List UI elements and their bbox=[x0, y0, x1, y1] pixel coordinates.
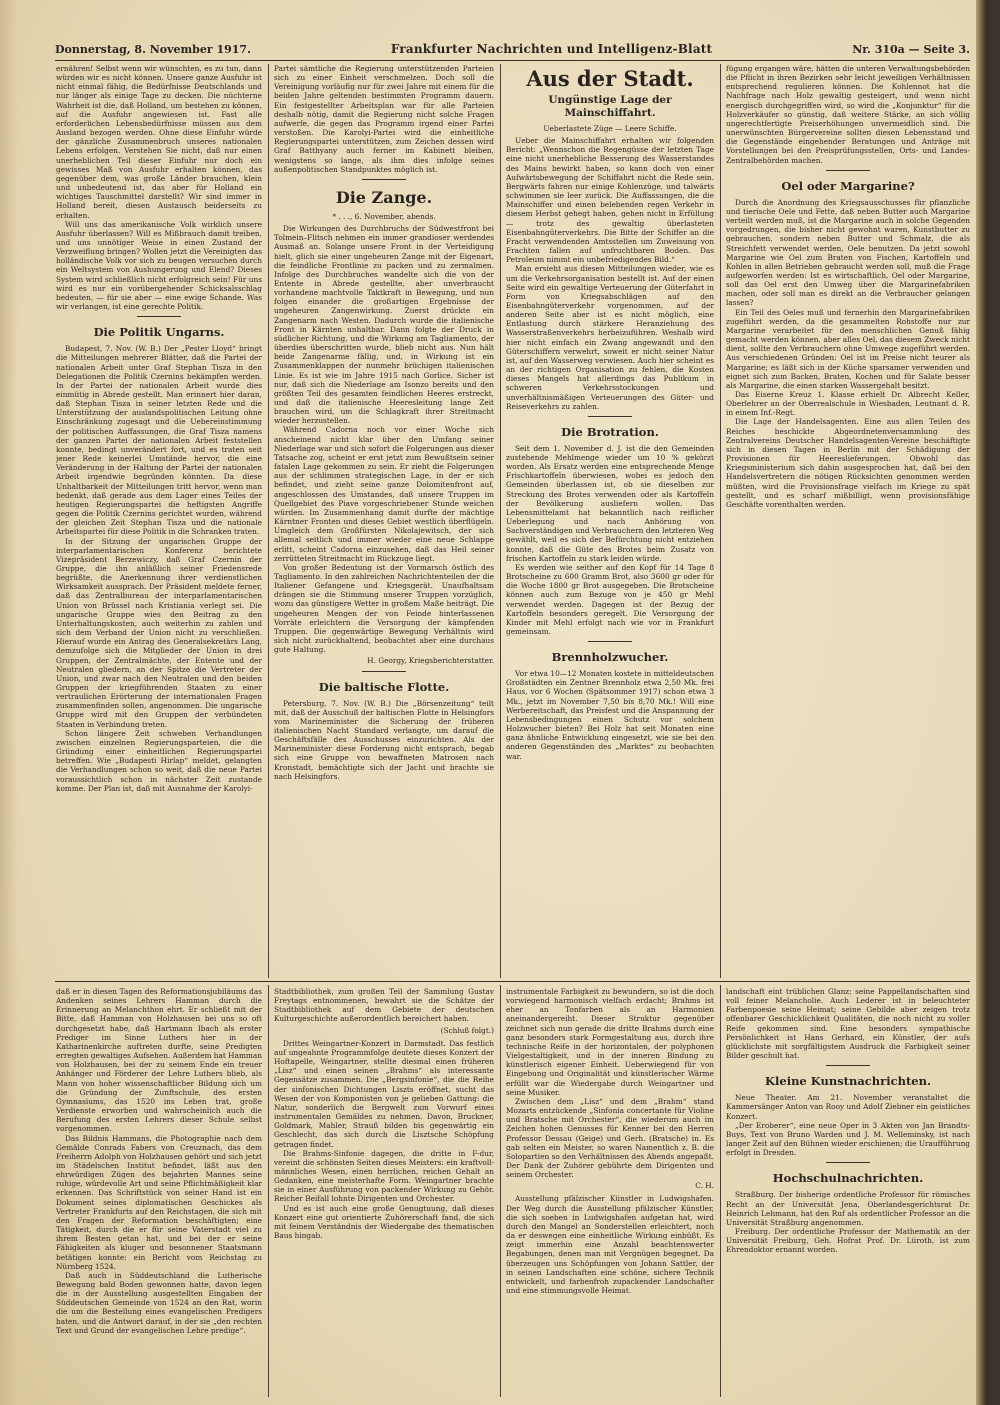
signoff: C. H. bbox=[695, 1181, 714, 1191]
header-date: Donnerstag, 8. November 1917. bbox=[55, 42, 251, 56]
divider bbox=[826, 170, 870, 171]
paragraph: Budapest, 7. Nov. (W. B.) Der „Pester Lloyd“ bringt die Mitteilungen mehrerer Blätter, daß die Partei der nationalen Arbeit unter Graf Stephan Tisza in den Delegationen die Politik Czernins bekämpfen werden. In der Partei der nationalen Arbeit wurde dies einmütig in Abrede gestellt. Man erinnert hier daran, daß Stephan Tisza in seiner letzten Rede und die Unterstützung der auslandspolitischen Leitung ohne Einschränkung zugesagt und die Uebereinstimmung der politischen Auffassungen, die Graf Tisza namens der ganzen Partei der nationalen Arbeit feststellen konnte, bedingt unverändert fort, und es traten seit jener Rede keinerlei Umstände hervor, die eine Veränderung in der Haltung der Partei der nationalen Arbeit irgendwie begründen könnten. Da diese Unhaltbarkeit der Mitteilungen tritt hervor, wenn man bedenkt, daß gerade aus dem Lager eines Teiles der heutigen Regierungspartei die heftigsten Angriffe gegen die Politik Czernins gerichtet wurden, während der gleichen Zeit Stephan Tisza und die nationale Arbeitspartei für diese Politik in die Schranken traten. bbox=[56, 344, 262, 537]
article-heading: Die Zange. bbox=[335, 187, 433, 207]
signoff: (Schluß folgt.) bbox=[440, 1025, 494, 1035]
paragraph: In der Sitzung der ungarischen Gruppe der interparlamentarischen Konferenz berichtete Vizepräsident Berzewiczy, daß Graf Czernin der Gruppe, die ihn anläßlich seiner Friedensrede begrüßte, die Anerkennung ihrer verdienstlichen Wirksamkeit aussprach. Der Präsident meldete ferner, daß das Zentralbureau der interparlamentarischen Union von Brüssel nach Kristiania verlegt sei. Die ungarische Gruppe wies den Beitrag zu den Unterhaltungskosten, auch weiterhin zu zahlen und sich dem Verband der Union nicht zu verschließen. Hierauf wurde ein Antrag des Generalsekretärs Lang, demzufolge sich die Mitglieder der Union in drei Gruppen, der Zentralmächte, der Entente und der Neutralen gliedern, an der Spitze die Vertreter der Union, und zwar nach den Neutralen und den beiden Gruppen der kriegführenden Staaten zu einer vertraulichen Erörterung der internationalen Fragen zusammenfinden sollen, angenommen. Die ungarische Gruppe wird mit den Gruppen der verbündeten Staaten in Verbindung treten. bbox=[56, 536, 262, 729]
paragraph: Das Eiserne Kreuz 1. Klasse erhielt Dr. Albrecht Keller, Oberlehrer an der Oberrealschule in Wiesbaden, Leutnant d. R. in einem Inf.-Regt. bbox=[726, 390, 970, 418]
paragraph: „Der Eroberer“, eine neue Oper in 3 Akten von Jan Brandts-Buys, Text von Bruno Warden und J. M. Welleminsky, ist nach langer Zeit auf den Bühnen wieder erschienen; die Uraufführung erfolgt in Dresden. bbox=[726, 1120, 970, 1158]
paragraph: Straßburg. Der bisherige ordentliche Professor für römisches Recht an der Universität Jena, Oberlandesgerichtsrat Dr. Heinrich Lehmann, hat den Ruf als ordentlicher Professor an die Universität Straßburg angenommen. bbox=[726, 1190, 970, 1227]
paragraph: Die Brahms-Sinfonie dagegen, die dritte in F-dur, vereint die schönsten Seiten dieses Meisters: ein kraftvoll-männliches Wesen, einen herrlichen, reichen Gehalt an Gedanken, eine meisterhafte Form. Weingartner brachte sie in einer Ausführung von packender Wirkung zu Gehör. Reicher Beifall lohnte Dirigenten und Orchester. bbox=[274, 1148, 494, 1204]
paragraph: Ausstellung pfälzischer Künstler in Ludwigshafen. Der Weg durch die Ausstellung pfälzischer Künstler, die sich soeben in Ludwigshafen aufgetan hat, wird durch den Mangel an Sonderstellen erleichtert, noch da er deswegen eine einheitliche Wirkung einbüßt. Es zeigt immerhin eine Anzahl beachtenswerter Begabungen, denen man mit Vergnügen begegnet. Da überzeugen uns Schöpfungen von Johann Sattler, der in seinen Landschaften eine schöne, sichere Technik entwickelt, und farbenfroh zupackender Landschafter und eine stimmungsvolle Heimat. bbox=[506, 1194, 714, 1295]
column-rule bbox=[720, 985, 721, 1397]
divider bbox=[826, 1065, 870, 1066]
paragraph: Partei sämtliche die Regierung unterstützenden Parteien sich zu einer Einheit verschmelzen. Doch soll die Vereinigung vorläufig nur für zwei Jahre mit einem für die beiden Jahre geltenden bestimmten Programm dauern. Ein festgestellter Arbeitsplan war für alle Parteien deshalb nötig, damit die Regierung nicht solche Fragen aufwerfe, die gegen das Programm irgend einer Partei verstoßen. Die Karolyi-Partei wird die einheitliche Regierungspartei unterstützen, zum Zeichen dessen wird Graf Batthyany auch ferner im Kabinett bleiben, wenigstens so lange, als ihm dies infolge seines außenpolitischen Standpunktes möglich ist. bbox=[274, 64, 494, 174]
feuilleton-column-2 bbox=[274, 987, 494, 1395]
page-fold-shadow bbox=[0, 0, 18, 1405]
kicker: Ueberlastete Züge — Leere Schiffe. bbox=[543, 124, 677, 133]
page-header bbox=[55, 40, 970, 58]
divider bbox=[588, 416, 632, 417]
paragraph: Und es ist auch eine große Genugtuung, daß dieses Konzert eine gut orientierte Zuhörerschaft fand, die sich mit feinem Verständnis der Wiedergabe des thematischen Baus hingab. bbox=[274, 1203, 494, 1241]
divider bbox=[137, 316, 181, 317]
article-heading: Brennholzwucher. bbox=[551, 650, 669, 665]
paragraph: instrumentale Farbigkeit zu bewundern, so ist die doch vorwiegend harmonisch vielfach erdacht; Brahms ist eher an Tonfarben als an Harmonien aneinandergereiht. Dieser Struktur gegenüber zeichnet sich nun gerade die dritte Brahms durch eine ganz besonders stark Formgestaltung aus, durch ihre technische Reife in der horizontalen, der polyphonen Vielgestaltigkeit, und in der inneren Bindung zu künstlerisch eigener Einheit. Ueberwiegend für von Eingebung und Originalität und künstlerischer Wärme erfüllt war die Wiedergabe durch Weingartner und seine Musiker. bbox=[506, 987, 714, 1097]
feuilleton-column-1 bbox=[56, 987, 262, 1395]
paragraph: Daß auch in Süddeutschland die Lutherische Bewegung bald Boden gewonnen hatte, davon legen die in der Ausstellung ausgestellten Eingaben der Süddeutschen Gemeinde von 1524 an den Rat, worin die um die Bestellung eines evangelischen Predigers baten, und die Antwort darauf, in der sie „den rechten Text und Grund der evangelischen Lehre predige“. bbox=[56, 1270, 262, 1335]
article-heading: Hochschulnachrichten. bbox=[772, 1171, 924, 1186]
article-heading: Ungünstige Lage der Mainschiffahrt. bbox=[548, 94, 672, 119]
paragraph: Freiburg. Der ordentliche Professor der Mathematik an der Universität Freiburg, Geh. Hofrat Prof. Dr. Lüroth, ist zum Ehrendoktor ernannt worden. bbox=[726, 1226, 970, 1255]
paragraph: Neue Theater. Am 21. November veranstaltet die Kammersänger Anton van Rooy und Adolf Ziebner ein geistliches Konzert. bbox=[726, 1093, 970, 1121]
column-rule bbox=[268, 64, 269, 978]
paragraph: Drittes Weingartner-Konzert in Darmstadt. Das festlich auf ungeahnte Programmfolge deutete dieses Konzert der Hoftapelle, Weingartner, stellte diesmal einen früheren „Lisz“ und einen seinen „Brahms“ als interessante Gegensätze zusammen. Die „Bergsinfonie“, die die Reihe der sinfonischen Dichtungen Liszts eröffnet, sucht das Wesen der von Komponisten von je gelieben Gattung: die Natur, sonderlich die Bergwelt zum Vorwurf eines instrumentalen Gemäldes zu nehmen. Davon, Bruckner, Goldmark, Mahler, Strauß bilden bis gegenwärtig ein Geschlecht, das sich durch die Lisztsche Schöpfung getragen findet. bbox=[274, 1038, 494, 1149]
divider bbox=[362, 671, 406, 672]
paragraph: Die Wirkungen des Durchbruchs der Südwestfront bei Tolmein–Flitsch nehmen ein immer grandioser werdendes Ausmaß an. Solange unsere Front in der Verteidigung hielt, glich sie einer ungeheuren Zange mit der Eigenart, die feindliche Frontlinie zu packen und zu zermalmen. Infolge des Durchbruches wandelte sich die von der Entente in Abrede gestellte, aber unverbraucht vorhandene machtvolle Taktkraft in Bewegung, und nun folgen einander die großartigen Ergebnisse der ungeheuren Zangenwirkung. Zuerst drückte ein Zangenarm nach Westen. Dadurch wurde die italienische Front in Kärnten unhaltbar. Dann folgte der Druck in südlicher Richtung, und die Wirkung am Tagliamento, der überdies überschritten wurde, blieb nicht aus. Nun hält beide Zangenarme fällig, und, in Wirkung ist ein Zusammenklappen der nunmehr brüchigen italienischen Linie. Es ist wie im Jahre 1915 nach Gorlice. Sicher ist nur, daß sich die Niederlage am Isonzo bereits und den größten Teil des gesamten feindlichen Heeres erstreckt, und daß die italienische Heeresleitung lange Zeit brauchen wird, um die Schlagkraft ihrer Streitmacht wieder herzustellen. bbox=[274, 224, 494, 426]
column-rule bbox=[268, 985, 269, 1397]
column-rule bbox=[500, 64, 501, 978]
column-rule bbox=[720, 64, 721, 978]
header-rule bbox=[55, 60, 970, 61]
paragraph: Ueber die Mainschiffahrt erhalten wir folgenden Bericht: „Wennschon die Regengüsse der letzten Tage eine nicht unerhebliche Besserung des Wasserstandes des Mains bewirkt haben, so kann doch von einer Aufwärtsbewegung der Schiffahrt nicht die Rede sein. Bergwärts fahren nur einige Kohlenzüge, und talwärts schwimmen sie leer zurück. Die Auffassungen, die die Mainschiffer und einen belebenden regen Verkehr in diesem Herbst gehegt haben, gehen nicht in Erfüllung — trotz des gewaltig überlasteten Eisenbahngüterverkehrs. Die Bitte der Schiffer an die Fracht verwendenden Amtsstellen um Zuweisung von Frachten fallen auf unfruchtbaren Boden. Das Petroleum nimmt ein unbefriedigendes Bild.“ bbox=[506, 136, 714, 265]
paragraph: Die Lage der Handelsagenten. Eine aus allen Teilen des Reiches beschickte Abgeordnetenversammlung des Zentralvereins Deutscher Handelsagenten-Vereine beschäftigte sich in diesen Tagen in Berlin mit der Schädigung der Provisionen für Heereslieferungen. Obwohl das Kriegsministerium sich dahin ausgesprochen hat, daß bei den Handelsvertretern die nötigen Rücksichten genommen werden müßten, wird die Provisionsfrage vielfach im Kriege zu spät gestellt, und es scharf mißbilligt, wenn provisionsfähige Geschäfte vorenthalten werden. bbox=[726, 417, 970, 509]
feuilleton-column-3 bbox=[506, 987, 714, 1395]
paragraph: Vor etwa 10—12 Monaten kostete in mitteldeutschen Großstädten ein Zentner Brennholz etwa 2,50 Mk. frei Haus, vor 6 Wochen (Spätsommer 1917) schon etwa 3 Mk., jetzt im November 7,50 bis 8,70 Mk.! Will eine Werbereitschaft, das Preisfest und die Anspannung der Lebensbedingungen einen Schutz vor solchem Holzwucher bieten? Bei Holz hat seit Monaten eine ganz ähnliche Entwicklung eingesetzt, wie sie bei den anderen Gegenständen des „Marktes“ zu beobachten war. bbox=[506, 669, 714, 761]
paragraph: Zwischen dem „Lisz“ und dem „Brahm“ stand Mozarts entzückende „Sinfonia concertante für Violine und Bratsche mit Orchester“, die wiederum auch im Zeichen hohen Genusses für Kenner bei den Herren Professor Dessau (Geige) und Gerh. (Bratsche) in. Es gab selten ein Meister, so waren Namentlich z. B. die Solopartien so den Verhältnissen des Abends angepaßt. Der Dank der Zuhörer gebührte dem Dirigenten und seinem Orchester. bbox=[506, 1096, 714, 1180]
paragraph: Das Bildnis Hammans, die Photographie nach dem Gemälde Conrads Fabers von Creuznach, das dem Freiherrn Adolph von Holzhausen gehört und sich jetzt im Städelschen Institut befindet, läßt aus den ehrwürdigen Zügen des bejahrten Mannes seine ruhige, würdevolle Art und seine Pflichtmäßigkeit klar erkennen. Das Schriftstück von seiner Hand ist ein Dokument seines diplomatischen Geschickes als Vertreter Frankfurts auf den Reichstagen, die sich mit den Fragen der Reformation beschäftigten; eine Tätigkeit, durch die er für seine Vaterstadt viel zu ihrem Besten getan hat, und bei der er seine Fähigkeiten als kluger und besonnener Staatsmann betätigen konnte: ein Bericht vom Reichstag zu Nürnberg 1524. bbox=[56, 1133, 262, 1271]
paragraph: ernähren! Selbst wenn wir wünschten, es zu tun, dann würden wir es nicht können. Unsere ganze Ausfuhr ist nicht einmal fähig, die Bedürfnisse Deutschlands und nur länger als einige Tage zu decken. Die nüchterne Wahrheit ist die, daß Holland, um bestehen zu können, auf die Ausfuhr angewiesen ist. Fast alle erforderlichen Lebensbedürfnisse müssen aus dem Ausland bezogen werden. Ohne diese Einfuhr würde der gänzliche Zusammenbruch unseres nationalen Lebens erfolgen. Verstehen Sie nicht, daß nur einen unerheblichen Teil dieser Einfuhr nur doch ein gewisses Maß von Ausfuhr erhalten können, das gegenüber dem, was große Länder brauchen, klein und unbedeutend ist, das aber für Holland ein wichtiges Tauschmittel darstellt? Wir sind immer in Holland bereit, diesen Austausch beiderseits zu erhalten. bbox=[56, 64, 262, 220]
paragraph: Durch die Anordnung des Kriegsausschusses für pflanzliche und tierische Oele und Fette, daß neben Butter auch Margarine verteilt werden muß, ist die Margarine auch in solche Gegenden vorgedrungen, die bisher nicht gewohnt waren, Kunstbutter zu gebrauchen, sondern neben Butter und Schmalz, die als Streichfett verwendet werden, Oele benutzen. Da jetzt sowohl Margarine wie Oel zum Braten von Fischen, Kartoffeln und Kohlen in allen Betrieben gebraucht werden soll, muß die Frage aufgeworfen werden: Ist es wirtschaftlich, Oel oder Margarine, soll das Oel erst den Umweg über die Margarinefabriken machen, oder soll man es direkt an die Verbraucher gelangen lassen? bbox=[726, 197, 970, 308]
paragraph: Ein Teil des Oeles muß und fernerhin den Margarinefabriken zugeführt werden, da die gesammelten Rohstoffe nur zur Margarine verarbeitet für den menschlichen Genuß fähig gemacht werden können, aber alles Oel, das diesem Zweck nicht dient, sollte den Verbrauchern ohne Umwege zugeführt werden. Aus verschiedenen Gründen: Oel ist im Preise nicht teurer als Margarine; es läßt sich in der Küche sparsamer verwenden und eignet sich zum Backen, Braten, Kochen und für Salate besser als Margarine, die einen starken Wassergehalt besitzt. bbox=[726, 307, 970, 390]
author-line: H. Georgy, Kriegsberichterstatter. bbox=[367, 656, 494, 666]
article-heading: Die baltische Flotte. bbox=[318, 679, 450, 694]
paragraph: Seit dem 1. November d. J. ist die den Gemeinden zustehende Mehlmenge wieder um 10 % gekürzt worden. Als Ersatz werden eine entsprechende Menge Frischkartoffeln überwiesen, wobei es jedoch den Gemeinden überlassen ist, ob sie dieselben zur Streckung des Brotes verwenden oder als Kartoffeln der Bevölkerung ausliefern wollen. Das Lebensmittelamt hat bekanntlich nach reiflicher Ueberlegung und nach Anhörung von Sachverständigen und Verbrauchern den letzteren Weg gewählt, weil es sich der Befürchtung nicht entziehen konnte, daß die Güte des Brotes beim Zusatz von frischen Kartoffeln zu stark leiden würde. bbox=[506, 443, 714, 563]
divider bbox=[588, 641, 632, 642]
article-heading: Oel oder Margarine? bbox=[781, 178, 915, 193]
binding-edge bbox=[976, 0, 988, 1405]
paragraph: landschaft eint trüblichen Glanz; seine Pappellandschaften sind voll feiner Melancholie. Auch Lederer ist in beleuchteter Farbenpoesie seine Heimat; seine Gebilde aber zeigen trotz offenbarer Geschicklichkeit Qualitäten, die noch nicht zu voller Reife gekommen sind. Eine besonders sympathische Persönlichkeit ist Hans Gerhard, ein Künstler, der aufs glücklichste mit sorgfältigstem Ausdruck die Farbigkeit seiner Bilder geschult hat. bbox=[726, 987, 970, 1061]
paragraph: Es werden wie seither auf den Kopf für 14 Tage 8 Brotscheine zu 600 Gramm Brot, also 3600 gr oder für die Woche 1800 gr Brot ausgegeben. Die Brotscheine können auch zum Bezuge von je 450 gr Mehl verwendet werden. Dagegen ist der Bezug der Kartoffeln besonders geregelt. Die Versorgung der Kinder mit Mehl erfolgt nach wie vor in Frankfurt gemeinsam. bbox=[506, 562, 714, 636]
article-column-4 bbox=[726, 64, 970, 976]
paragraph: Man ersieht aus diesen Mitteilungen wieder, wie es um die Verkehrsorganisation bestellt ist. Auf der einen Seite wird ein gewaltige Verteuerung der Güterfahrt in Form von Kriegsabschlägen auf den Eisenbahngüterverkehr vorgenommen, auf der anderen Seite aber ist es nicht möglich, eine Entlastung durch stärkere Heranziehung des Wasserstraßenverkehrs herbeizuführen. Weshalb wird hier nicht einfach ein Zwang angewandt und den Güterschiffern verwehrt, soweit er nicht seiner Natur ist, auf den Wasserweg verwiesen. Auch hier scheint es an der richtigen Organisation zu fehlen, die Kosten dieses Mangels hat allerdings das Publikum in schweren Verkehrsstockungen und unverhältnismäßigen Verteuerungen des Güter- und Reiseverkehrs zu zahlen. bbox=[506, 264, 714, 411]
article-column-1 bbox=[56, 64, 262, 976]
section-heading: Aus der Stadt. bbox=[526, 66, 694, 91]
article-column-2 bbox=[274, 64, 494, 976]
article-heading: Die Politik Ungarns. bbox=[93, 325, 225, 340]
paragraph: daß er in diesen Tagen des Reformationsjubiläums das Andenken seines Lehrers Hamman durch die Erinnerung an Melanchthon ehrt. Er schließt mit der Bitte, daß Hamman von Holzhausen bei uns so oft durchgesetzt habe, daß Hartmann Ibach als erster Prediger im Sinne Luthers hier in der Katharinenkirche auftreten durfte, seine Predigten erregten gewaltiges Aufsehen. Außerdem hat Hamman von Holzhausen, bei der zu seinem Ende ein treuer Anhänger und Förderer der Lehre Luthers blieb, als Mann von hoher wissenschaftlicher Bildung sich um die Gründung der Zunftschule, des ersten Gymnasiums, das 1520 ins Leben trat, große Verdienste erworben und wahrscheinlich auch die Berufung des ersten Lehrers dieser Schule selbst vorgenommen. bbox=[56, 987, 262, 1134]
paragraph: Während Cadorna noch vor einer Woche sich anscheinend nicht klar über den Umfang seiner Niederlage war und sich sofort die Folgerungen aus dieser Tatsache zog, scheint er erst jetzt zum Bewußtsein seiner fatalen Lage gekommen zu sein. Er zieht die Folgerungen aus der schlimmen strategischen Lage, in der er sich befindet, und zieht seine ganze Dolomitenfront auf, angeschlossen des Umstandes, daß unsere Truppen im Quellgebiet des Piave vorgeschriebener Stunde weichen würden. Im Zusammenhang damit durfte der mächtige Kärntner Fronten und dieses Gebiet westlich überflügeln. Umgleich dem Großfürsten Nikolajewitsch, der sich allemal seitlich und immer wieder eine neue Schlappe erlitt, scheint Cadorna einzusehen, daß das Heil seiner zerrütteten Streitmacht im Rückzuge liegt. bbox=[274, 425, 494, 563]
paragraph: Will uns das amerikanische Volk wirklich unsere Ausfuhr überlassen? Will es Mißbrauch damit treiben, und uns unnötiger Weise in einen Zustand der Verzweiflung bringen? Wollen jetzt die Vereinigten das holländische Volk vor sich zu beugen versuchen durch ein Weltsystem von Aushungerung und Elend? Dieses System wird schließlich nicht erfolgreich sein! Für uns wird es nur ein vorübergehender Schicksalsschlag bedeuten, — für sie aber — eine ewige Schande. Was wir verlangen, ist eine gerechte Politik. bbox=[56, 219, 262, 312]
paragraph: Von großer Bedeutung ist der Vormarsch östlich des Tagliamento. In den zahlreichen Nachrichtenteilen der die Italiener Gefangene und Kriegsgerät. Unaufhaltsam drängen sie die Stimmung unserer Truppen vorzüglich, wozu das günstigere Wetter in großem Maße beiträgt. Die ungeheuren Mengen der von Feinde hinterlassenen Vorräte erleichtern die Versorgung der kämpfenden Truppen. Die gegenwärtige Bewegung Verhältnis wird sich nicht zurückhaltend, beobachtet aber eine durchaus gute Haltung. bbox=[274, 562, 494, 655]
column-rule bbox=[500, 985, 501, 1397]
feuilleton-column-4 bbox=[726, 987, 970, 1395]
divider bbox=[362, 179, 406, 180]
paragraph: fügung ergangen wäre, hätten die unteren Verwaltungsbehörden die Pflicht in ihren Bezirken sehr leicht jeweiligen Verhältnissen entsprechend regulieren können. Die Kohlennot hat die Nachfrage nach Holz gewaltig gesteigert, und wenn nicht energisch durchgegriffen wird, so wird die „Konjunktur“ für die Holzverkäufer so günstig, daß weitere Stärke, an sich völlig ungerechtfertigte Preiserhöhungen unvermeidlich sind. Die unerwünschten Bürgervereine sollten diesen Lebensstand und die Gegenstände eingehender Beratungen und Anträge mit Vorstellungen bei den Preisprüfungsstellen, Orts- und Landes-Zentralbehörden machen. bbox=[726, 64, 970, 165]
article-heading: Kleine Kunstnachrichten. bbox=[765, 1074, 931, 1089]
dateline: * . . ., 6. November, abends. bbox=[332, 211, 436, 221]
divider bbox=[826, 1162, 870, 1163]
paragraph: Petersburg, 7. Nov. (W. B.) Die „Börsenzeitung“ teilt mit, daß der Ausschuß der baltischen Flotte in Helsingfors vom Marineminister die Sicherung der früheren italienischen Nacht Standard verlangte, um darauf die Geschäftsfälle des Ausschusses einzurichten. Als der Marineminister diese Forderung nicht entsprach, begab sich eine Gruppe von bewaffneten Matrosen nach Kronstadt, bemächtigte sich der Jacht und brachte sie nach Helsingfors. bbox=[274, 698, 494, 781]
paragraph: Stadtbibliothek, zum großen Teil der Sammlung Gustav Freytags entnommenen, bewahrt sie die Schätze der Stadtbibliothek auf dem Gebiete der deutschen Kulturgeschichte außerordentlich bereichert haben. bbox=[274, 987, 494, 1024]
paragraph: Schon längere Zeit schweben Verhandlungen zwischen einzelnen Regierungsparteien, die die Gründung einer einheitlichen Regierungspartei betreffen. Wie „Budapesti Hirlap“ meldet, gelangten die Verhandlungen schon so weit, daß die neue Partei voraussichtlich schon in nächster Zeit zustande komme. Der Plan ist, daß mit Ausnahme der Karolyi- bbox=[56, 728, 262, 793]
header-issue: Nr. 310a — Seite 3. bbox=[852, 42, 970, 56]
header-masthead: Frankfurter Nachrichten und Intelligenz-Blatt bbox=[390, 42, 713, 56]
article-heading: Die Brotration. bbox=[561, 424, 659, 439]
section-rule bbox=[55, 981, 970, 982]
article-column-3 bbox=[506, 64, 714, 976]
